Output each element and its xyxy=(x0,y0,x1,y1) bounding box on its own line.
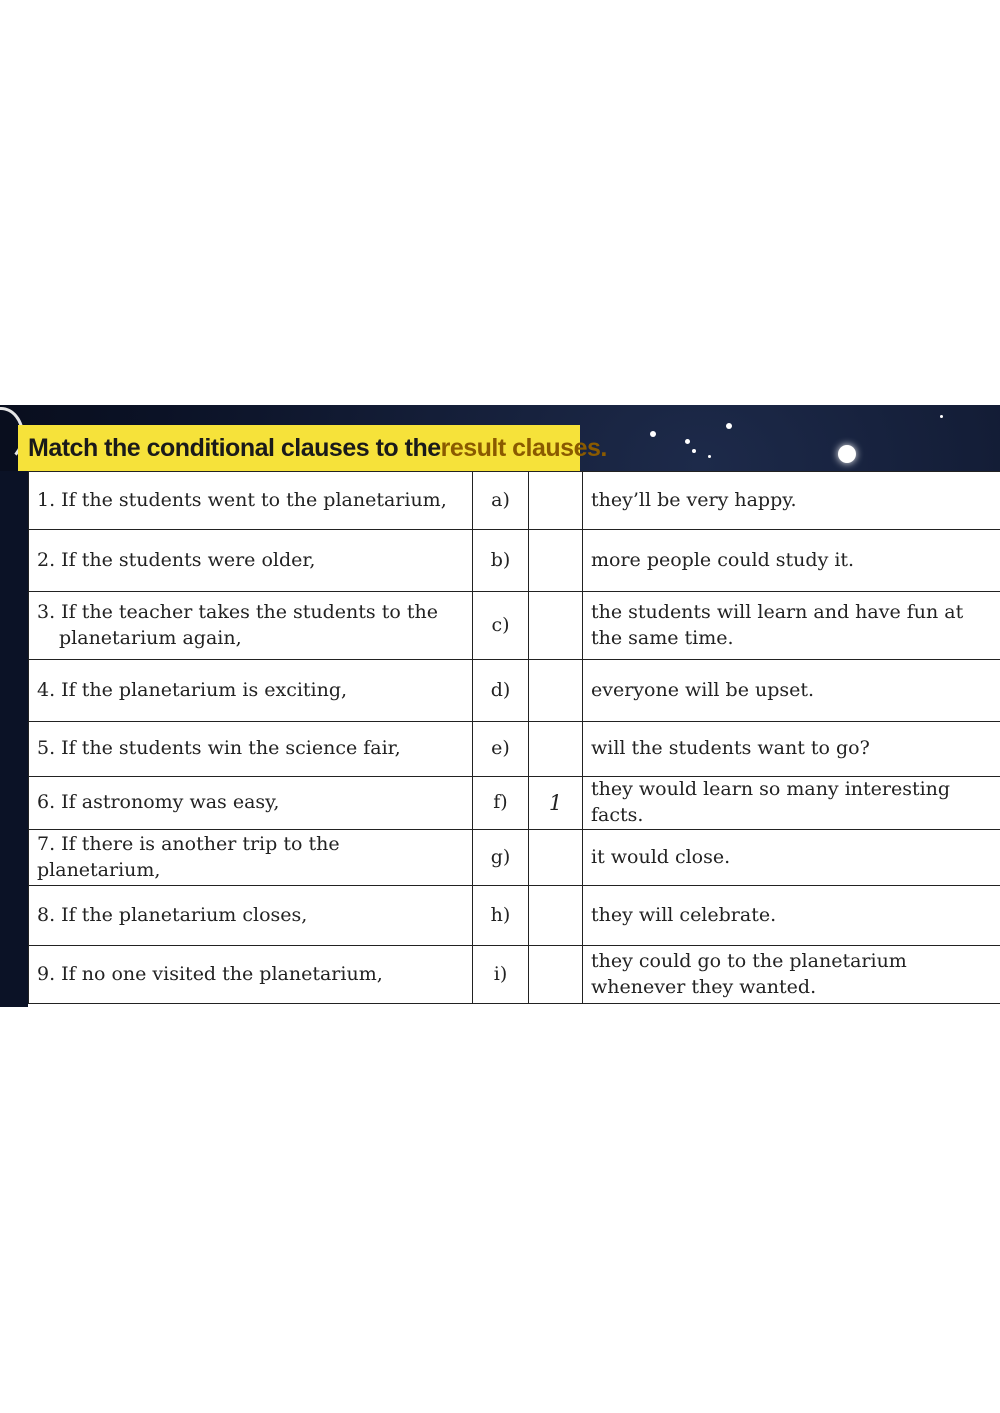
clause-text-continued: planetarium again, xyxy=(59,626,242,649)
conditional-clause xyxy=(29,660,473,722)
table-row xyxy=(29,722,1000,777)
star-icon xyxy=(650,431,656,437)
result-clause: will the students want to go? xyxy=(583,722,1000,777)
table-row xyxy=(29,886,1000,946)
result-clause: everyone will be upset. xyxy=(583,660,1000,722)
result-clause: they could go to the planetarium whenever they wanted. xyxy=(583,946,1000,1004)
clause-text: 4. If the planetarium is exciting, xyxy=(37,678,348,701)
matching-table-sheet xyxy=(28,471,1000,1007)
result-clause: it would close. xyxy=(583,830,1000,886)
star-icon xyxy=(708,455,711,458)
answer-box[interactable] xyxy=(529,946,583,1004)
clause-text: 6. If astronomy was easy, xyxy=(37,791,280,814)
row-letter: a) xyxy=(473,472,529,530)
conditional-clause xyxy=(29,722,473,777)
row-letter: i) xyxy=(473,946,529,1004)
clause-text: 1. If the students went to the planetarium, xyxy=(37,488,447,511)
row-letter: c) xyxy=(473,592,529,660)
clause-text: 5. If the students win the science fair, xyxy=(37,737,401,760)
row-letter: e) xyxy=(473,722,529,777)
row-letter: g) xyxy=(473,830,529,886)
table-row xyxy=(29,530,1000,592)
star-icon xyxy=(940,415,943,418)
result-clause: the students will learn and have fun at the same time. xyxy=(583,592,1000,660)
conditional-clause xyxy=(29,472,473,530)
answer-box[interactable] xyxy=(529,660,583,722)
title-text-part2: result clauses. xyxy=(440,433,607,462)
row-letter: d) xyxy=(473,660,529,722)
table-row xyxy=(29,472,1000,530)
left-dark-strip xyxy=(0,471,28,1007)
clause-text: 9. If no one visited the planetarium, xyxy=(37,962,383,985)
answer-box[interactable] xyxy=(529,472,583,530)
conditional-clause xyxy=(29,530,473,592)
conditional-clause xyxy=(29,886,473,946)
star-icon xyxy=(685,439,690,444)
table-row xyxy=(29,946,1000,1004)
row-letter: f) xyxy=(473,777,529,830)
matching-table xyxy=(28,471,1000,1004)
row-letter: b) xyxy=(473,530,529,592)
conditional-clause xyxy=(29,830,473,886)
result-clause: they would learn so many interesting facts. xyxy=(583,777,1000,830)
answer-box[interactable] xyxy=(529,886,583,946)
result-clause: more people could study it. xyxy=(583,530,1000,592)
result-clause: they’ll be very happy. xyxy=(583,472,1000,530)
table-row xyxy=(29,660,1000,722)
conditional-clause xyxy=(29,592,473,660)
answer-box[interactable] xyxy=(529,830,583,886)
table-row xyxy=(29,592,1000,660)
answer-box[interactable] xyxy=(529,530,583,592)
star-icon xyxy=(692,449,696,453)
answer-box[interactable] xyxy=(529,722,583,777)
worksheet-title xyxy=(18,425,607,471)
star-icon xyxy=(726,423,732,429)
clause-text: 8. If the planetarium closes, xyxy=(37,903,308,926)
conditional-clause xyxy=(29,777,473,830)
conditional-clause xyxy=(29,946,473,1004)
clause-text: 3. If the teacher takes the students to the xyxy=(37,600,438,623)
row-letter: h) xyxy=(473,886,529,946)
table-row xyxy=(29,830,1000,886)
worksheet-photo xyxy=(0,405,1000,1007)
clause-text: 2. If the students were older, xyxy=(37,548,316,571)
bright-star-icon xyxy=(838,445,856,463)
answer-box[interactable]: 1 xyxy=(529,777,583,830)
title-text-part1: Match the conditional clauses to the xyxy=(28,433,441,462)
answer-box[interactable] xyxy=(529,592,583,660)
table-row xyxy=(29,777,1000,830)
clause-text: 7. If there is another trip to the planetarium, xyxy=(37,832,340,881)
result-clause: they will celebrate. xyxy=(583,886,1000,946)
